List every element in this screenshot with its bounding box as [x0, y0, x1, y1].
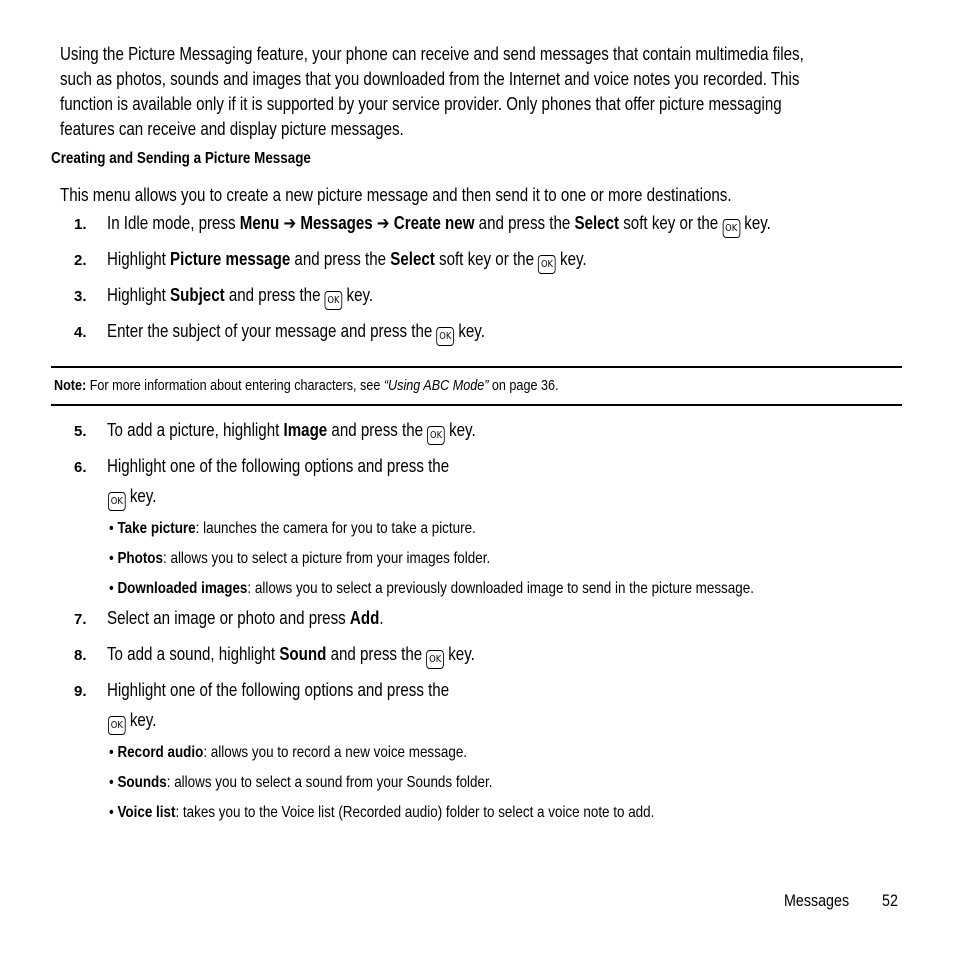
step-4-text: Enter the subject of your message and press the OK key. — [107, 321, 557, 346]
ok-key-icon: OK — [538, 255, 556, 274]
step-6-text: Highlight one of the following options and press the — [107, 456, 450, 476]
bullet-icon: • — [109, 550, 114, 567]
step-3-text: Highlight Subject and press the OK key. — [107, 285, 424, 310]
note-reference-link[interactable]: “Using ABC Mode” — [383, 377, 489, 394]
bullet-icon: • — [109, 744, 114, 761]
step-5-text: To add a picture, highlight Image and press the OK key. — [107, 420, 546, 445]
step-number-7: 7. — [74, 611, 87, 628]
step-1-text: In Idle mode, press Menu ➔ Messages ➔ Create new and press the Select soft key or the OK key. — [107, 213, 897, 238]
step-7-text: Select an image or photo and press Add. — [107, 608, 384, 628]
bullet-icon: • — [109, 580, 114, 597]
ok-key-icon: OK — [436, 327, 454, 346]
list-item: • Record audio: allows you to record a new voice message. — [109, 744, 468, 761]
lead-paragraph: This menu allows you to create a new picture message and then send it to one or more destinations. — [60, 185, 732, 205]
arrow-icon: ➔ — [376, 213, 390, 233]
arrow-icon: ➔ — [283, 213, 297, 233]
step-number-9: 9. — [74, 683, 87, 700]
step-number-6: 6. — [74, 459, 87, 476]
bullet-icon: • — [109, 774, 114, 791]
step-9-text: Highlight one of the following options and press the — [107, 680, 450, 700]
ok-key-icon: OK — [108, 492, 126, 511]
section-heading: Creating and Sending a Picture Message — [51, 150, 311, 167]
intro-line-3: function is available only if it is supported by your service provider. Only phones that offer picture messaging — [60, 94, 782, 114]
step-2-text: Highlight Picture message and press the Select soft key or the OK key. — [107, 249, 678, 274]
ok-key-icon: OK — [427, 426, 445, 445]
list-item: • Downloaded images: allows you to select a previously downloaded image to send in the picture message. — [109, 580, 754, 597]
list-item: • Take picture: launches the camera for you to take a picture. — [109, 520, 476, 537]
step-number-1: 1. — [74, 216, 87, 233]
ok-key-icon: OK — [426, 650, 444, 669]
note-rule-bottom — [51, 404, 902, 406]
step-8-text: To add a sound, highlight Sound and press the OK key. — [107, 644, 545, 669]
list-item: • Photos: allows you to select a picture from your images folder. — [109, 550, 491, 567]
step-number-2: 2. — [74, 252, 87, 269]
ok-key-icon: OK — [325, 291, 343, 310]
bullet-icon: • — [109, 520, 114, 537]
note-rule-top — [51, 366, 902, 368]
step-9-text-cont: OK key. — [108, 710, 166, 735]
note-text: Note: For more information about entering characters, see “Using ABC Mode” on page 36. — [54, 377, 559, 394]
intro-line-2: such as photos, sounds and images that you downloaded from the Internet and voice notes you recorded. This — [60, 69, 800, 89]
intro-line-1: Using the Picture Messaging feature, your phone can receive and send messages that contain multimedia files, — [60, 44, 804, 64]
bullet-icon: • — [109, 804, 114, 821]
ok-key-icon: OK — [108, 716, 126, 735]
intro-line-4: features can receive and display picture messages. — [60, 119, 404, 139]
step-number-5: 5. — [74, 423, 87, 440]
footer-section-name: Messages — [784, 891, 850, 910]
footer-page-number: 52 — [882, 891, 898, 910]
step-6-text-cont: OK key. — [108, 486, 166, 511]
step-number-8: 8. — [74, 647, 87, 664]
step-number-3: 3. — [74, 288, 87, 305]
list-item: • Sounds: allows you to select a sound from your Sounds folder. — [109, 774, 493, 791]
list-item: • Voice list: takes you to the Voice list (Recorded audio) folder to select a voice note to add. — [109, 804, 655, 821]
ok-key-icon: OK — [722, 219, 740, 238]
step-number-4: 4. — [74, 324, 87, 341]
